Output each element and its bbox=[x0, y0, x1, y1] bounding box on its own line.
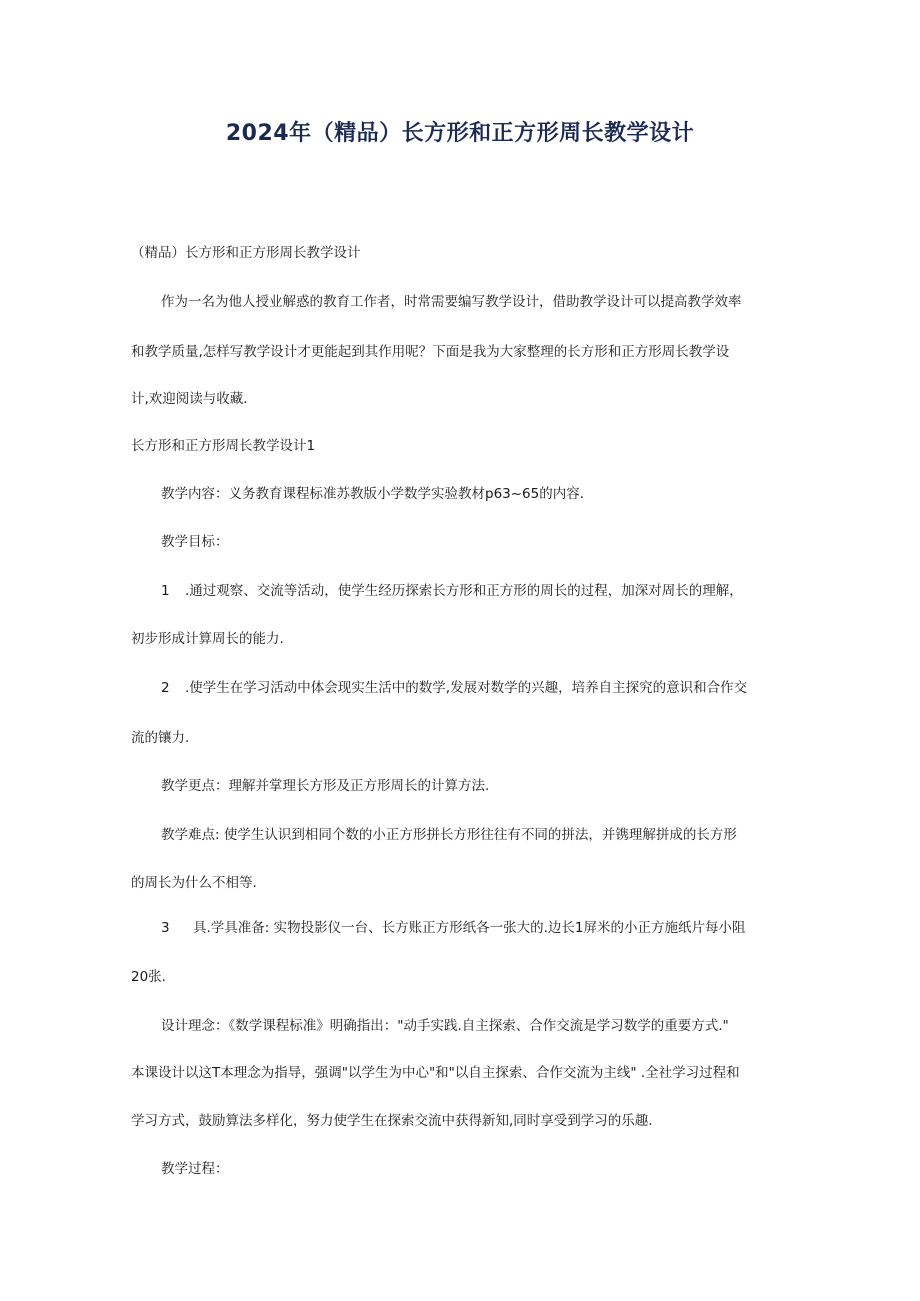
teaching-content: 教学内容：义务教育课程标准苏教版小学数学实验教材p63~65的内容. bbox=[161, 486, 585, 502]
document-subtitle: （精品）长方形和正方形周长教学设计 bbox=[131, 245, 361, 261]
process-heading: 教学过程： bbox=[161, 1161, 229, 1177]
item-3-line-2: 20张. bbox=[131, 969, 166, 985]
concept-line-3: 学习方式，鼓励算法多样化，努力使学生在探索交流中获得新知,同时享受到学习的乐趣. bbox=[131, 1113, 653, 1129]
goal-1-line-2: 初步形成计算周长的能力. bbox=[131, 631, 284, 647]
item-3-number: 3 bbox=[161, 920, 170, 936]
difficulty-line-1: 教学难点: 使学生认识到相同个数的小正方形拼长方形往往有不同的拼法，并镌理解拼成的长方形 bbox=[161, 827, 737, 843]
item-3-text-1: 具.学具准备: 实物投影仪一台、长方账正方形纸各一张大的.边长1屏米的小正方施纸片每小阻 bbox=[193, 920, 746, 936]
goal-2-text-1: .使学生在学习活动中体会现实生活中的数学,发展对数学的兴趣，培养自主探究的意识和合作交 bbox=[185, 680, 748, 696]
intro-line-2: 和教学质量,怎样写教学设计才更能起到其作用呢？下面是我为大家整理的长方形和正方形周长教学设 bbox=[131, 344, 730, 360]
item-3-line-1 bbox=[161, 918, 746, 938]
difficulty-line-2: 的周长为什么不相等. bbox=[131, 875, 257, 891]
goals-heading: 教学目标： bbox=[161, 534, 229, 550]
goal-2-number: 2 bbox=[161, 680, 170, 696]
intro-line-1: 作为一名为他人授业解惑的教育工作者，时常需要编写教学设计，借助教学设计可以提高教学效率 bbox=[161, 294, 742, 310]
goal-2-line-2: 流的镶力. bbox=[131, 730, 190, 746]
concept-line-1: 设计理念：《数学课程标准》明确指出："动手实践.自主探索、合作交流是学习数学的重要方式." bbox=[161, 1018, 729, 1034]
goal-1-number: 1 bbox=[161, 583, 170, 599]
document-title: 2024年（精品）长方形和正方形周长教学设计 bbox=[225, 121, 695, 146]
section-heading: 长方形和正方形周长教学设计1 bbox=[131, 438, 316, 454]
goal-1-text-1: .通过观察、交流等活动，使学生经历探索长方形和正方形的周长的过程，加深对周长的理解， bbox=[185, 583, 743, 599]
goal-1-line-1 bbox=[161, 581, 743, 601]
goal-2-line-1 bbox=[161, 678, 747, 698]
key-point: 教学更点：理解并掌理长方形及正方形周长的计算方法. bbox=[161, 778, 490, 794]
intro-line-3: 计,欢迎阅读与收藏. bbox=[131, 391, 248, 407]
concept-line-2: 本课设计以这T本理念为指导，强调"以学生为中心"和"以自主探索、合作交流为主线" .全社学习过程和 bbox=[131, 1065, 740, 1081]
